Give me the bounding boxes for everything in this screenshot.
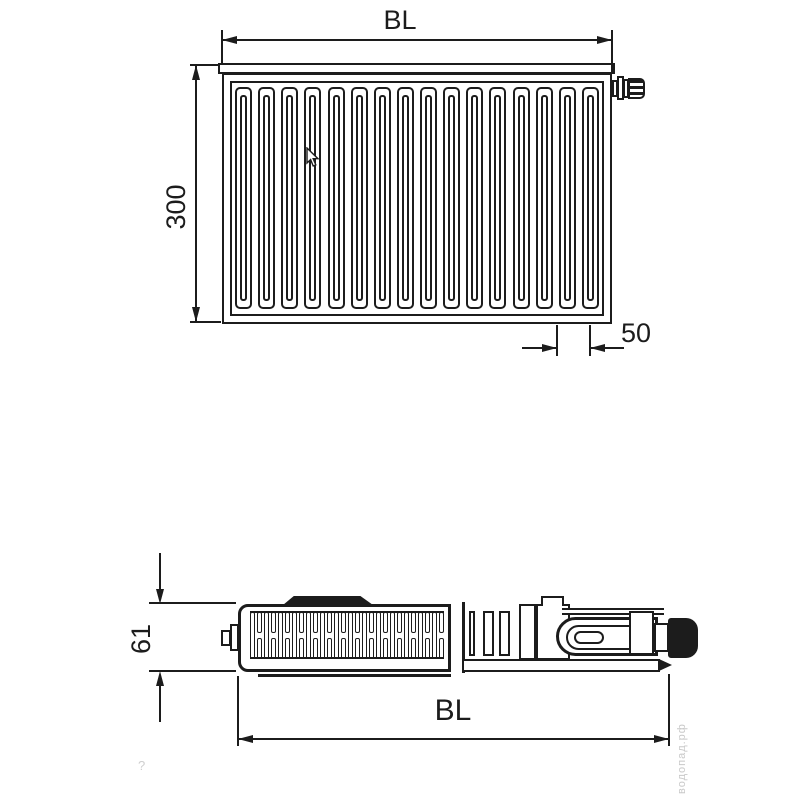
convector-fin-half [257,612,262,633]
radiator-channel [281,87,298,309]
dim-300-label: 300 [160,184,191,230]
convector-fin [411,612,416,659]
radiator-channel [304,87,321,309]
convector-fin-half [397,612,402,633]
convector-fin [404,612,409,659]
convector-fin [250,612,255,659]
convector-fin [306,612,311,659]
radiator-channel-inner [402,95,409,301]
convector-fin [369,612,374,659]
convector-fin-half [411,638,416,659]
convector-fin-half [285,638,290,659]
radiator-channel-inner [333,95,340,301]
convector-fin-half [369,638,374,659]
convector-fin [348,612,353,659]
radiator-channel-inner [541,95,548,301]
mouse-cursor-icon [306,147,321,168]
dim-50-label: 50 [620,317,652,348]
dim-arrow-icon [156,671,164,686]
convector-fin-half [341,612,346,633]
convector-fin [313,612,318,659]
convector-fin-half [355,612,360,633]
dim-bl-bottom-label: BL [434,694,472,727]
convector-fin-half [341,638,346,659]
bottom-plate [462,659,660,672]
radiator-channel [420,87,437,309]
convector-fin-half [383,612,388,633]
convector-fin [397,612,402,659]
radiator-channel-inner [494,95,501,301]
radiator-channel [258,87,275,309]
convector-fin [257,612,262,659]
convector-fin [334,612,339,659]
convector-fin-half [439,612,444,633]
dim-61-line-bottom [159,682,161,722]
radiator-channel-inner [448,95,455,301]
radiator-channel-inner [425,95,432,301]
air-vent-valve-knob-icon [628,78,645,99]
dim-arrow-icon [192,65,200,80]
convector-fin-half [313,638,318,659]
radiator-channel [513,87,530,309]
convector-fin-half [271,612,276,633]
radiator-channel [582,87,599,309]
valve-assembly-column [519,604,536,660]
convector-fin-half [425,638,430,659]
convector-fin-half [285,612,290,633]
u-pipe-inner [574,631,604,644]
dim-arrow-icon [238,735,253,743]
convector-fin [376,612,381,659]
convector-fin [355,612,360,659]
dim-arrow-icon [542,344,557,352]
bottom-grille-line [258,674,451,677]
dim-arrow-icon [222,36,237,44]
convector-fin-half [299,638,304,659]
convector-fin [292,612,297,659]
side-view-right-fin [483,611,494,656]
fin-belt-bottom-rail [250,657,444,659]
convector-fin-half [327,612,332,633]
radiator-channel [351,87,368,309]
radiator-channel-inner [564,95,571,301]
dim-arrow-icon [192,307,200,322]
radiator-channel-inner [263,95,270,301]
radiator-channel [489,87,506,309]
front-view-channel-grid [235,87,599,309]
dim-300-line [195,65,197,322]
convector-fin [362,612,367,659]
convector-fin [418,612,423,659]
dim-arrow-icon [590,344,605,352]
radiator-channel-inner [518,95,525,301]
stray-mark: ? [138,758,146,773]
convector-fin-half [327,638,332,659]
convector-fin [271,612,276,659]
valve-fitting-block [629,611,654,655]
dim-arrow-icon [597,36,612,44]
convector-fin-half [299,612,304,633]
convector-fin [390,612,395,659]
watermark-text: водопад.рф [676,723,688,794]
radiator-channel [559,87,576,309]
valve-fitting-neck [654,623,669,652]
radiator-channel-inner [309,95,316,301]
radiator-channel [235,87,252,309]
valve-assembly-cap [541,596,564,606]
convector-fin [320,612,325,659]
radiator-channel [443,87,460,309]
side-view-right-fin [499,611,510,656]
side-view-right-fin [469,611,475,656]
bottom-plate-tip [659,659,672,671]
convector-fin [299,612,304,659]
radiator-channel-inner [379,95,386,301]
dim-arrow-icon [654,735,669,743]
convector-fin-half [397,638,402,659]
valve-knob-icon [668,618,698,658]
convector-fin-half [369,612,374,633]
convector-fin [285,612,290,659]
convector-fin [383,612,388,659]
convector-fin [278,612,283,659]
convector-fin-half [411,612,416,633]
dim-61-label: 61 [125,623,156,655]
side-view-top-bracket [283,596,373,605]
convector-fin [425,612,430,659]
radiator-channel [466,87,483,309]
convector-fin-half [257,638,262,659]
radiator-channel [374,87,391,309]
dim-bl-bottom-line [238,738,669,740]
convector-fin-half [355,638,360,659]
convector-fin-half [383,638,388,659]
radiator-channel-inner [286,95,293,301]
convector-fin-half [313,612,318,633]
radiator-channel-inner [471,95,478,301]
radiator-channel [328,87,345,309]
side-view-fin-belt [250,612,444,659]
convector-fin-half [425,612,430,633]
dim-bl-top-line [222,39,612,41]
radiator-channel-inner [587,95,594,301]
convector-fin [264,612,269,659]
convector-fin-half [439,638,444,659]
radiator-channel [536,87,553,309]
dim-bl-top-label: BL [383,4,417,35]
radiator-channel-inner [240,95,247,301]
convector-fin [327,612,332,659]
dim-arrow-icon [156,589,164,604]
radiator-channel-inner [356,95,363,301]
dim-61-line-top [159,553,161,593]
convector-fin [439,612,444,659]
convector-fin-half [271,638,276,659]
radiator-channel [397,87,414,309]
convector-fin [341,612,346,659]
convector-fin [432,612,437,659]
